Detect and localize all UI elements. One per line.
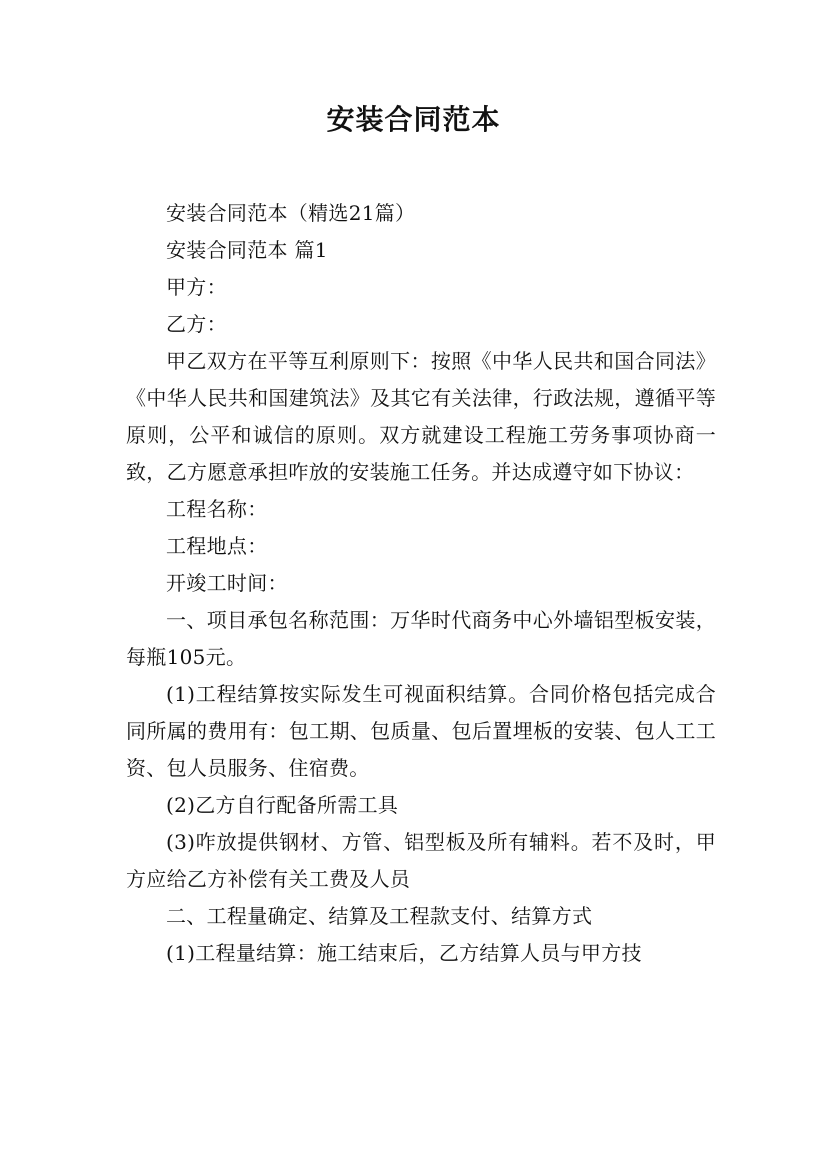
paragraph-subtitle: 安装合同范本（精选21篇） [166,201,416,225]
paragraph-clause-2: 二、工程量确定、结算及工程款支付、结算方式 [166,904,593,928]
paragraph-project-location: 工程地点： [166,534,268,558]
paragraph-party-a: 甲方： [166,275,227,299]
paragraph-party-b: 乙方： [166,312,227,336]
paragraph-clause-2-item-1: (1)工程量结算：施工结束后，乙方结算人员与甲方技 [166,941,642,965]
paragraph-schedule: 开竣工时间： [166,571,288,595]
paragraph-clause-1-item-2: (2)乙方自行配备所需工具 [166,793,399,817]
paragraph-preamble: 甲乙双方在平等互利原则下：按照《中华人民共和国合同法》《中华人民共和国建筑法》及其它有关法律，行政法规，遵循平等原则，公平和诚信的原则。双方就建设工程施工劳务事项协商一致，乙方愿意承担咋放的安装施工任务。并达成遵守如下协议： [126,349,716,484]
paragraph-clause-1: 一、项目承包名称范围：万华时代商务中心外墙铝型板安装，每瓶105元。 [126,608,716,669]
document-title: 安装合同范本 [326,103,501,136]
paragraph-project-name: 工程名称： [166,497,268,521]
document-body [126,195,716,972]
paragraph-clause-1-item-3: (3)咋放提供钢材、方管、铝型板及所有辅料。若不及时，甲方应给乙方补偿有关工费及人员 [126,830,716,891]
paragraph-clause-1-item-1: (1)工程结算按实际发生可视面积结算。合同价格包括完成合同所属的费用有：包工期、包质量、包后置埋板的安装、包人工工资、包人员服务、住宿费。 [126,682,716,780]
paragraph-section-heading: 安装合同范本 篇1 [166,238,328,262]
